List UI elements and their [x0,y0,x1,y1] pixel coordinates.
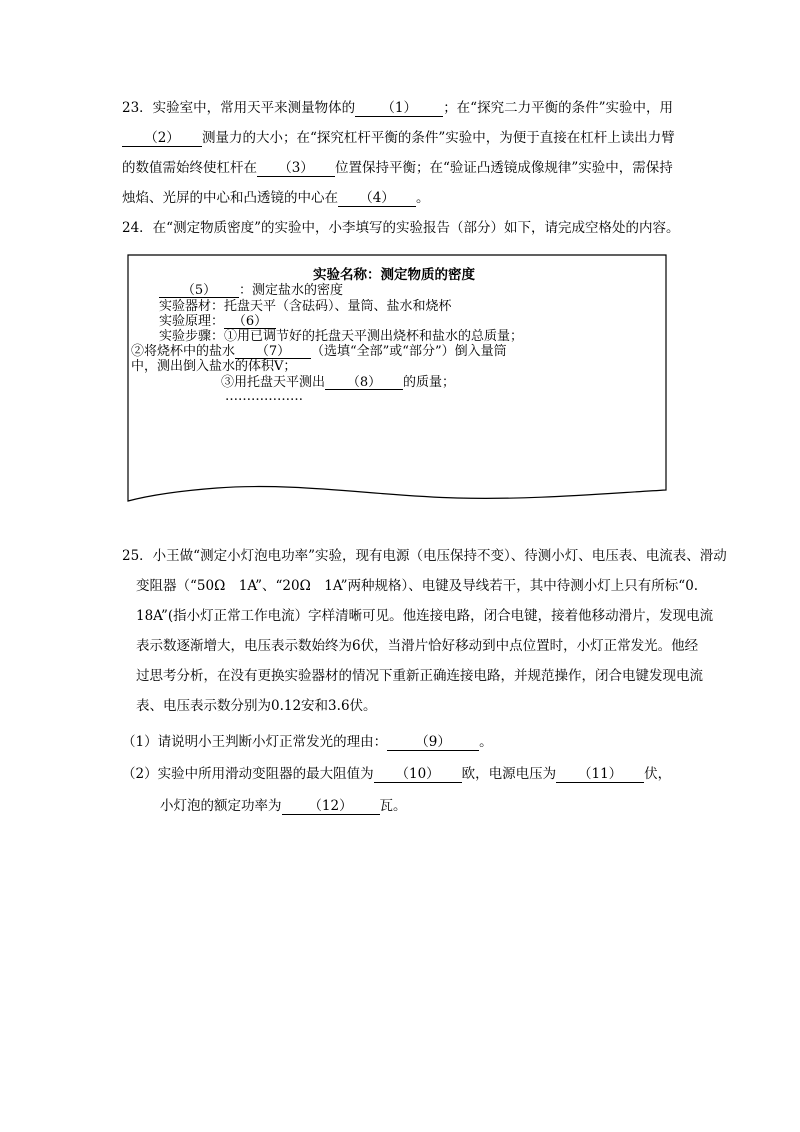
q25-line-5: 过思考分析，在没有更换实验器材的情况下重新正确连接电路，并规范操作，闭合电键发现电流 [136,668,703,684]
q25-sub1-text: （1）请说明小王判断小灯正常发光的理由： [122,734,388,750]
q23-text: 烛焰、光屏的中心和凸透镜的中心在 [122,190,338,206]
answer-blank-7[interactable]: （7） [235,345,311,359]
q25-subquestion-2 [122,764,671,784]
report-step-3-text: 的质量； [403,375,456,390]
answer-blank-11[interactable]: （11） [556,766,644,783]
q25-subquestion-2-cont [160,796,407,816]
q23-text: ；在“探究二力平衡的条件”实验中，用 [443,100,673,116]
report-principle [159,314,276,329]
answer-blank-3[interactable]: （3） [257,160,335,177]
q24-intro: 24．在“测定物质密度”的实验中，小李填写的实验报告（部分）如下，请完成空格处的内容。 [122,220,680,236]
report-title: 实验名称：测定物质的密度 [313,267,475,283]
q25-sub2-text: 小灯泡的额定功率为 [160,798,282,814]
report-purpose-text: ：测定盐水的密度 [239,283,344,298]
answer-blank-8[interactable]: （8） [325,376,403,390]
q23-line-1 [122,98,673,118]
experiment-report-box [127,254,667,504]
q23-text: 测量力的大小；在“探究杠杆平衡的条件”实验中，为便于直接在杠杆上读出力臂 [202,130,675,146]
answer-blank-4[interactable]: （4） [338,190,416,207]
q23-text: 23．实验室中，常用天平来测量物体的 [122,100,356,116]
report-step-2-text: （选填“全部”或“部分”）倒入量筒 [311,344,507,359]
q23-line-4 [122,188,430,208]
report-principle-label: 实验原理： [159,314,225,329]
answer-blank-2[interactable]: （2） [122,130,202,147]
q25-subquestion-1 [122,732,493,752]
answer-blank-5[interactable]: （5） [159,284,239,298]
q25-line-2: 变阻器（“50Ω 1A”、“20Ω 1A”两种规格）、电键及导线若干，其中待测小灯上只有所标“0. [136,578,699,594]
report-step-3-text: ③用托盘天平测出 [221,375,326,390]
answer-blank-6[interactable]: （6） [224,315,276,329]
report-step-2-text: ②将烧杯中的盐水 [131,344,236,359]
answer-blank-12[interactable]: （12） [282,798,380,815]
q25-line-1: 25．小王做“测定小灯泡电功率”实验，现有电源（电压保持不变）、待测小灯、电压表、电流表、滑动 [122,548,727,564]
q23-text: 。 [416,190,430,206]
answer-blank-10[interactable]: （10） [374,766,462,783]
q23-text: 位置保持平衡；在“验证凸透镜成像规律”实验中，需保持 [335,160,673,176]
answer-blank-1[interactable]: （1） [355,100,443,117]
report-step-2-cont: 中，测出倒入盐水的体积V； [131,359,297,374]
q25-line-4: 表示数逐渐增大，电压表示数始终为6伏，当滑片恰好移动到中点位置时，小灯正常发光。他经 [136,638,699,654]
q25-sub2-text: 伏， [644,766,672,782]
report-ellipsis: ……………… [225,389,303,404]
report-step-2 [131,344,507,359]
q23-line-3 [122,158,673,178]
report-step-3 [221,375,455,390]
q25-line-3: 18A”(指小灯正常工作电流）字样清晰可见。他连接电路，闭合电键，接着他移动滑片，发现电流 [136,608,714,624]
q25-sub1-text: 。 [479,734,493,750]
report-equipment: 实验器材：托盘天平（含砝码）、量筒、盐水和烧杯 [159,299,452,314]
q23-text: 的数值需始终使杠杆在 [122,160,257,176]
q25-line-6: 表、电压表示数分别为0.12安和3.6伏。 [136,698,377,714]
report-purpose [159,283,343,298]
q23-line-2 [122,128,675,148]
report-step-1: 实验步骤：①用已调节好的托盘天平测出烧杯和盐水的总质量； [159,329,524,344]
answer-blank-9[interactable]: （9） [387,734,479,751]
q25-sub2-text: （2）实验中所用滑动变阻器的最大阻值为 [122,766,374,782]
q25-sub2-text: 欧，电源电压为 [461,766,557,782]
q25-sub2-text: 瓦。 [379,798,407,814]
